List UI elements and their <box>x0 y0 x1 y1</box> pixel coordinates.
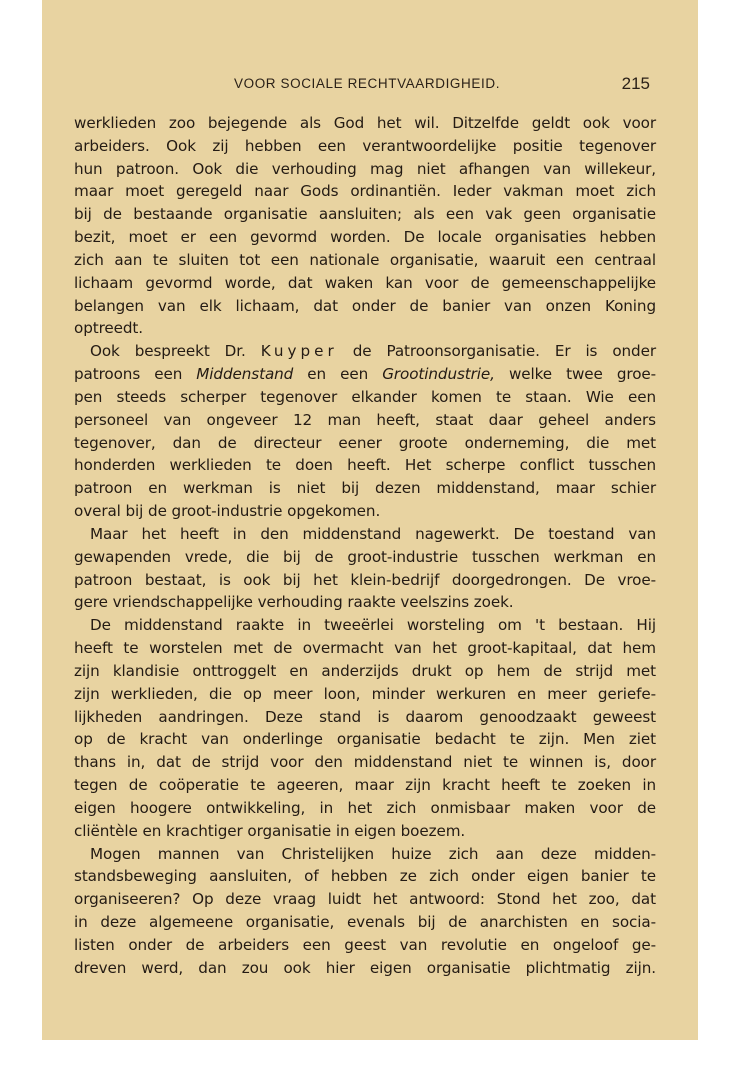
italic-term: Grootindustrie, <box>382 365 495 384</box>
text-line: maar moet geregeld naar Gods ordinantiën. Ieder vakman moet zich <box>74 182 656 201</box>
text-line: op de kracht van onderlinge organisatie bedacht te zijn. Men ziet <box>74 730 656 749</box>
text-fragment: patroons een <box>74 365 197 384</box>
text-line: bezit, moet er een gevormd worden. De locale organisaties hebben <box>74 228 656 247</box>
text-line: organiseeren? Op deze vraag luidt het antwoord: Stond het zoo, dat <box>74 890 656 909</box>
text-line: pen steeds scherper tegenover elkander komen te staan. Wie een <box>74 387 656 406</box>
text-fragment: de Patroonsorganisatie. Er is onder <box>337 342 656 361</box>
book-page <box>42 0 698 1040</box>
text-line: hun patroon. Ook die verhouding mag niet afhangen van willekeur, <box>74 159 656 178</box>
text-line: eigen hoogere ontwikkeling, in het zich onmisbaar maken voor de <box>74 798 656 817</box>
body-text <box>74 112 656 979</box>
text-line: Mogen mannen van Christelijken huize zich aan deze midden- <box>90 844 656 863</box>
text-line: honderden werklieden te doen heeft. Het scherpe conflict tusschen <box>74 456 656 475</box>
running-head <box>74 74 656 96</box>
text-line: tegen de coöperatie te ageeren, maar zijn kracht heeft te zoeken in <box>74 776 656 795</box>
text-line: lijkheden aandringen. Deze stand is daarom genoodzaakt geweest <box>74 707 656 726</box>
text-line: bij de bestaande organisatie aansluiten; als een vak geen organisatie <box>74 205 656 224</box>
text-line: zich aan te sluiten tot een nationale organisatie, waaruit een centraal <box>74 250 656 269</box>
page-number: 215 <box>621 74 650 93</box>
text-line: in deze algemeene organisatie, evenals bij de anarchisten en socia- <box>74 912 656 931</box>
text-line: zijn werklieden, die op meer loon, minder werkuren en meer geriefe- <box>74 684 656 703</box>
text-line: standsbeweging aansluiten, of hebben ze zich onder eigen banier te <box>74 867 656 886</box>
text-line: thans in, dat de strijd voor den middenstand niet te winnen is, door <box>74 753 656 772</box>
text-line: cliëntèle en krachtiger organisatie in eigen boezem. <box>74 821 466 840</box>
text-line: werklieden zoo bejegende als God het wil. Ditzelfde geldt ook voor <box>74 114 656 132</box>
text-line: gewapenden vrede, die bij de groot-industrie tusschen werkman en <box>74 547 656 566</box>
text-line: De middenstand raakte in tweeërlei worsteling om 't bestaan. Hij <box>90 616 656 635</box>
text-line: lichaam gevormd worde, dat waken kan voor de gemeenschappelijke <box>74 273 656 292</box>
text-line: patroon bestaat, is ook bij het klein-bedrijf doorgedrongen. De vroe- <box>74 570 656 589</box>
text-line: dreven werd, dan zou ook hier eigen organisatie plichtmatig zijn. <box>74 958 656 977</box>
text-fragment: en een <box>293 365 383 384</box>
spaced-name: Kuyper <box>260 342 338 361</box>
text-line: zijn klandisie onttroggelt en anderzijds drukt op hem de strijd met <box>74 661 656 680</box>
text-line: belangen van elk lichaam, dat onder de banier van onzen Koning <box>74 296 656 315</box>
text-line: overal bij de groot-industrie opgekomen. <box>74 502 381 521</box>
text-line: gere vriendschappelijke verhouding raakte veelszins zoek. <box>74 593 514 612</box>
running-title: VOOR SOCIALE RECHTVAARDIGHEID. <box>234 76 501 91</box>
text-line: patroon en werkman is niet bij dezen middenstand, maar schier <box>74 479 656 498</box>
text-line: personeel van ongeveer 12 man heeft, staat daar geheel anders <box>74 410 656 429</box>
text-line <box>74 363 656 386</box>
text-line: arbeiders. Ook zij hebben een verantwoordelijke positie tegenover <box>74 136 656 155</box>
text-line: tegenover, dan de directeur eener groote onderneming, die met <box>74 433 656 452</box>
text-fragment: welke twee groe- <box>494 365 657 384</box>
text-line: listen onder de arbeiders een geest van revolutie en ongeloof ge- <box>74 935 656 954</box>
text-line: Maar het heeft in den middenstand nagewerkt. De toestand van <box>90 524 656 543</box>
italic-term: Middenstand <box>196 365 294 384</box>
text-line: optreedt. <box>74 319 144 338</box>
text-line <box>74 340 656 363</box>
text-line: heeft te worstelen met de overmacht van het groot-kapitaal, dat hem <box>74 639 656 658</box>
text-fragment: Ook bespreekt Dr. <box>90 342 261 361</box>
